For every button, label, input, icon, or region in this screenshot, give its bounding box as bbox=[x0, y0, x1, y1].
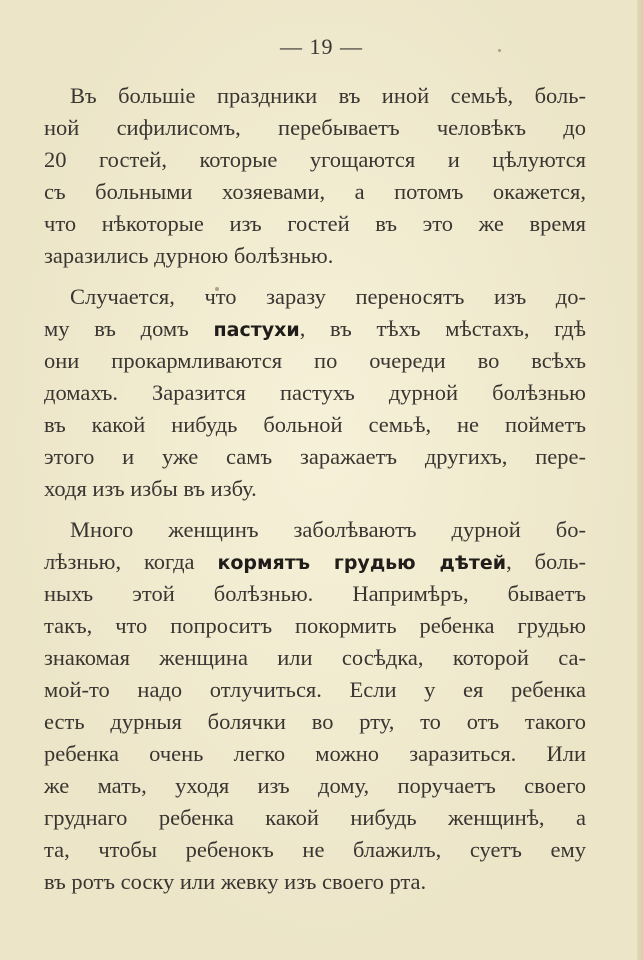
text-run: Въ большіе праздники въ иной семьѣ, боль- bbox=[70, 83, 586, 108]
text-line bbox=[44, 144, 586, 176]
text-line bbox=[44, 441, 586, 473]
text-run: , въ тѣхъ мѣстахъ, гдѣ bbox=[299, 316, 586, 341]
text-run: домахъ. Заразится пастухъ дурной болѣзнью bbox=[44, 380, 586, 405]
text-run: съ больными хозяевами, а потомъ окажется, bbox=[44, 179, 586, 204]
text-line bbox=[44, 377, 586, 409]
text-line bbox=[44, 281, 586, 313]
text-line bbox=[44, 674, 586, 706]
text-line bbox=[44, 409, 586, 441]
text-line bbox=[44, 112, 586, 144]
text-line bbox=[44, 770, 586, 802]
text-line bbox=[44, 834, 586, 866]
text-run: этого и уже самъ заражаетъ другихъ, пере- bbox=[44, 444, 586, 469]
text-run: , боль- bbox=[506, 549, 586, 574]
text-line bbox=[44, 473, 586, 505]
text-line bbox=[44, 176, 586, 208]
text-run: ной сифилисомъ, перебываетъ человѣкъ до bbox=[44, 115, 586, 140]
emphasized-text: кормятъ грудью дѣтей bbox=[217, 552, 507, 574]
text-run: мой-то надо отлучиться. Если у ея ребенка bbox=[44, 677, 586, 702]
paragraph bbox=[44, 514, 586, 898]
text-run: въ ротъ соску или жевку изъ своего рта. bbox=[44, 869, 427, 894]
text-line bbox=[44, 313, 586, 345]
text-line bbox=[44, 240, 586, 272]
text-run: они прокармливаются по очереди во всѣхъ bbox=[44, 348, 586, 373]
text-run: заразились дурною болѣзнью. bbox=[44, 243, 334, 268]
text-run: лѣзнью, когда bbox=[44, 549, 218, 574]
text-line bbox=[44, 208, 586, 240]
text-run: знакомая женщина или сосѣдка, которой са- bbox=[44, 645, 586, 670]
text-line bbox=[44, 80, 586, 112]
text-run: та, чтобы ребенокъ не блажилъ, суетъ ему bbox=[44, 837, 586, 862]
page-number: — 19 — bbox=[280, 34, 363, 59]
paragraph bbox=[44, 80, 586, 272]
text-line bbox=[44, 345, 586, 377]
text-line bbox=[44, 866, 586, 898]
text-run: 20 гостей, которые угощаются и цѣлуются bbox=[44, 147, 586, 172]
text-run: такъ, что попроситъ покормить ребенка грудью bbox=[44, 613, 586, 638]
text-line bbox=[44, 514, 586, 546]
text-line bbox=[44, 642, 586, 674]
text-run: ребенка очень легко можно заразиться. Или bbox=[44, 741, 586, 766]
text-run: груднаго ребенка какой нибудь женщинѣ, а bbox=[44, 805, 586, 830]
text-line bbox=[44, 706, 586, 738]
paragraph bbox=[44, 281, 586, 505]
text-run: ныхъ этой болѣзнью. Напримѣръ, бываетъ bbox=[44, 581, 586, 606]
text-run: же мать, уходя изъ дому, поручаетъ своего bbox=[44, 773, 586, 798]
text-run: Много женщинъ заболѣваютъ дурной бо- bbox=[70, 517, 586, 542]
text-line bbox=[44, 802, 586, 834]
text-run: му въ домъ bbox=[44, 316, 214, 341]
body-text bbox=[44, 80, 586, 907]
emphasized-text: пастухи bbox=[213, 319, 300, 341]
text-run: въ какой нибудь больной семьѣ, не пойметъ bbox=[44, 412, 586, 437]
text-run: Случается, что заразу переносятъ изъ до- bbox=[70, 284, 586, 309]
text-line bbox=[44, 738, 586, 770]
ink-speck bbox=[498, 49, 501, 52]
text-run: есть дурныя болячки во рту, то отъ такого bbox=[44, 709, 586, 734]
text-run: что нѣкоторые изъ гостей въ это же время bbox=[44, 211, 586, 236]
text-run: ходя изъ избы въ избу. bbox=[44, 476, 257, 501]
text-line bbox=[44, 610, 586, 642]
page-edge bbox=[637, 0, 643, 960]
text-line bbox=[44, 578, 586, 610]
text-line bbox=[44, 546, 586, 578]
